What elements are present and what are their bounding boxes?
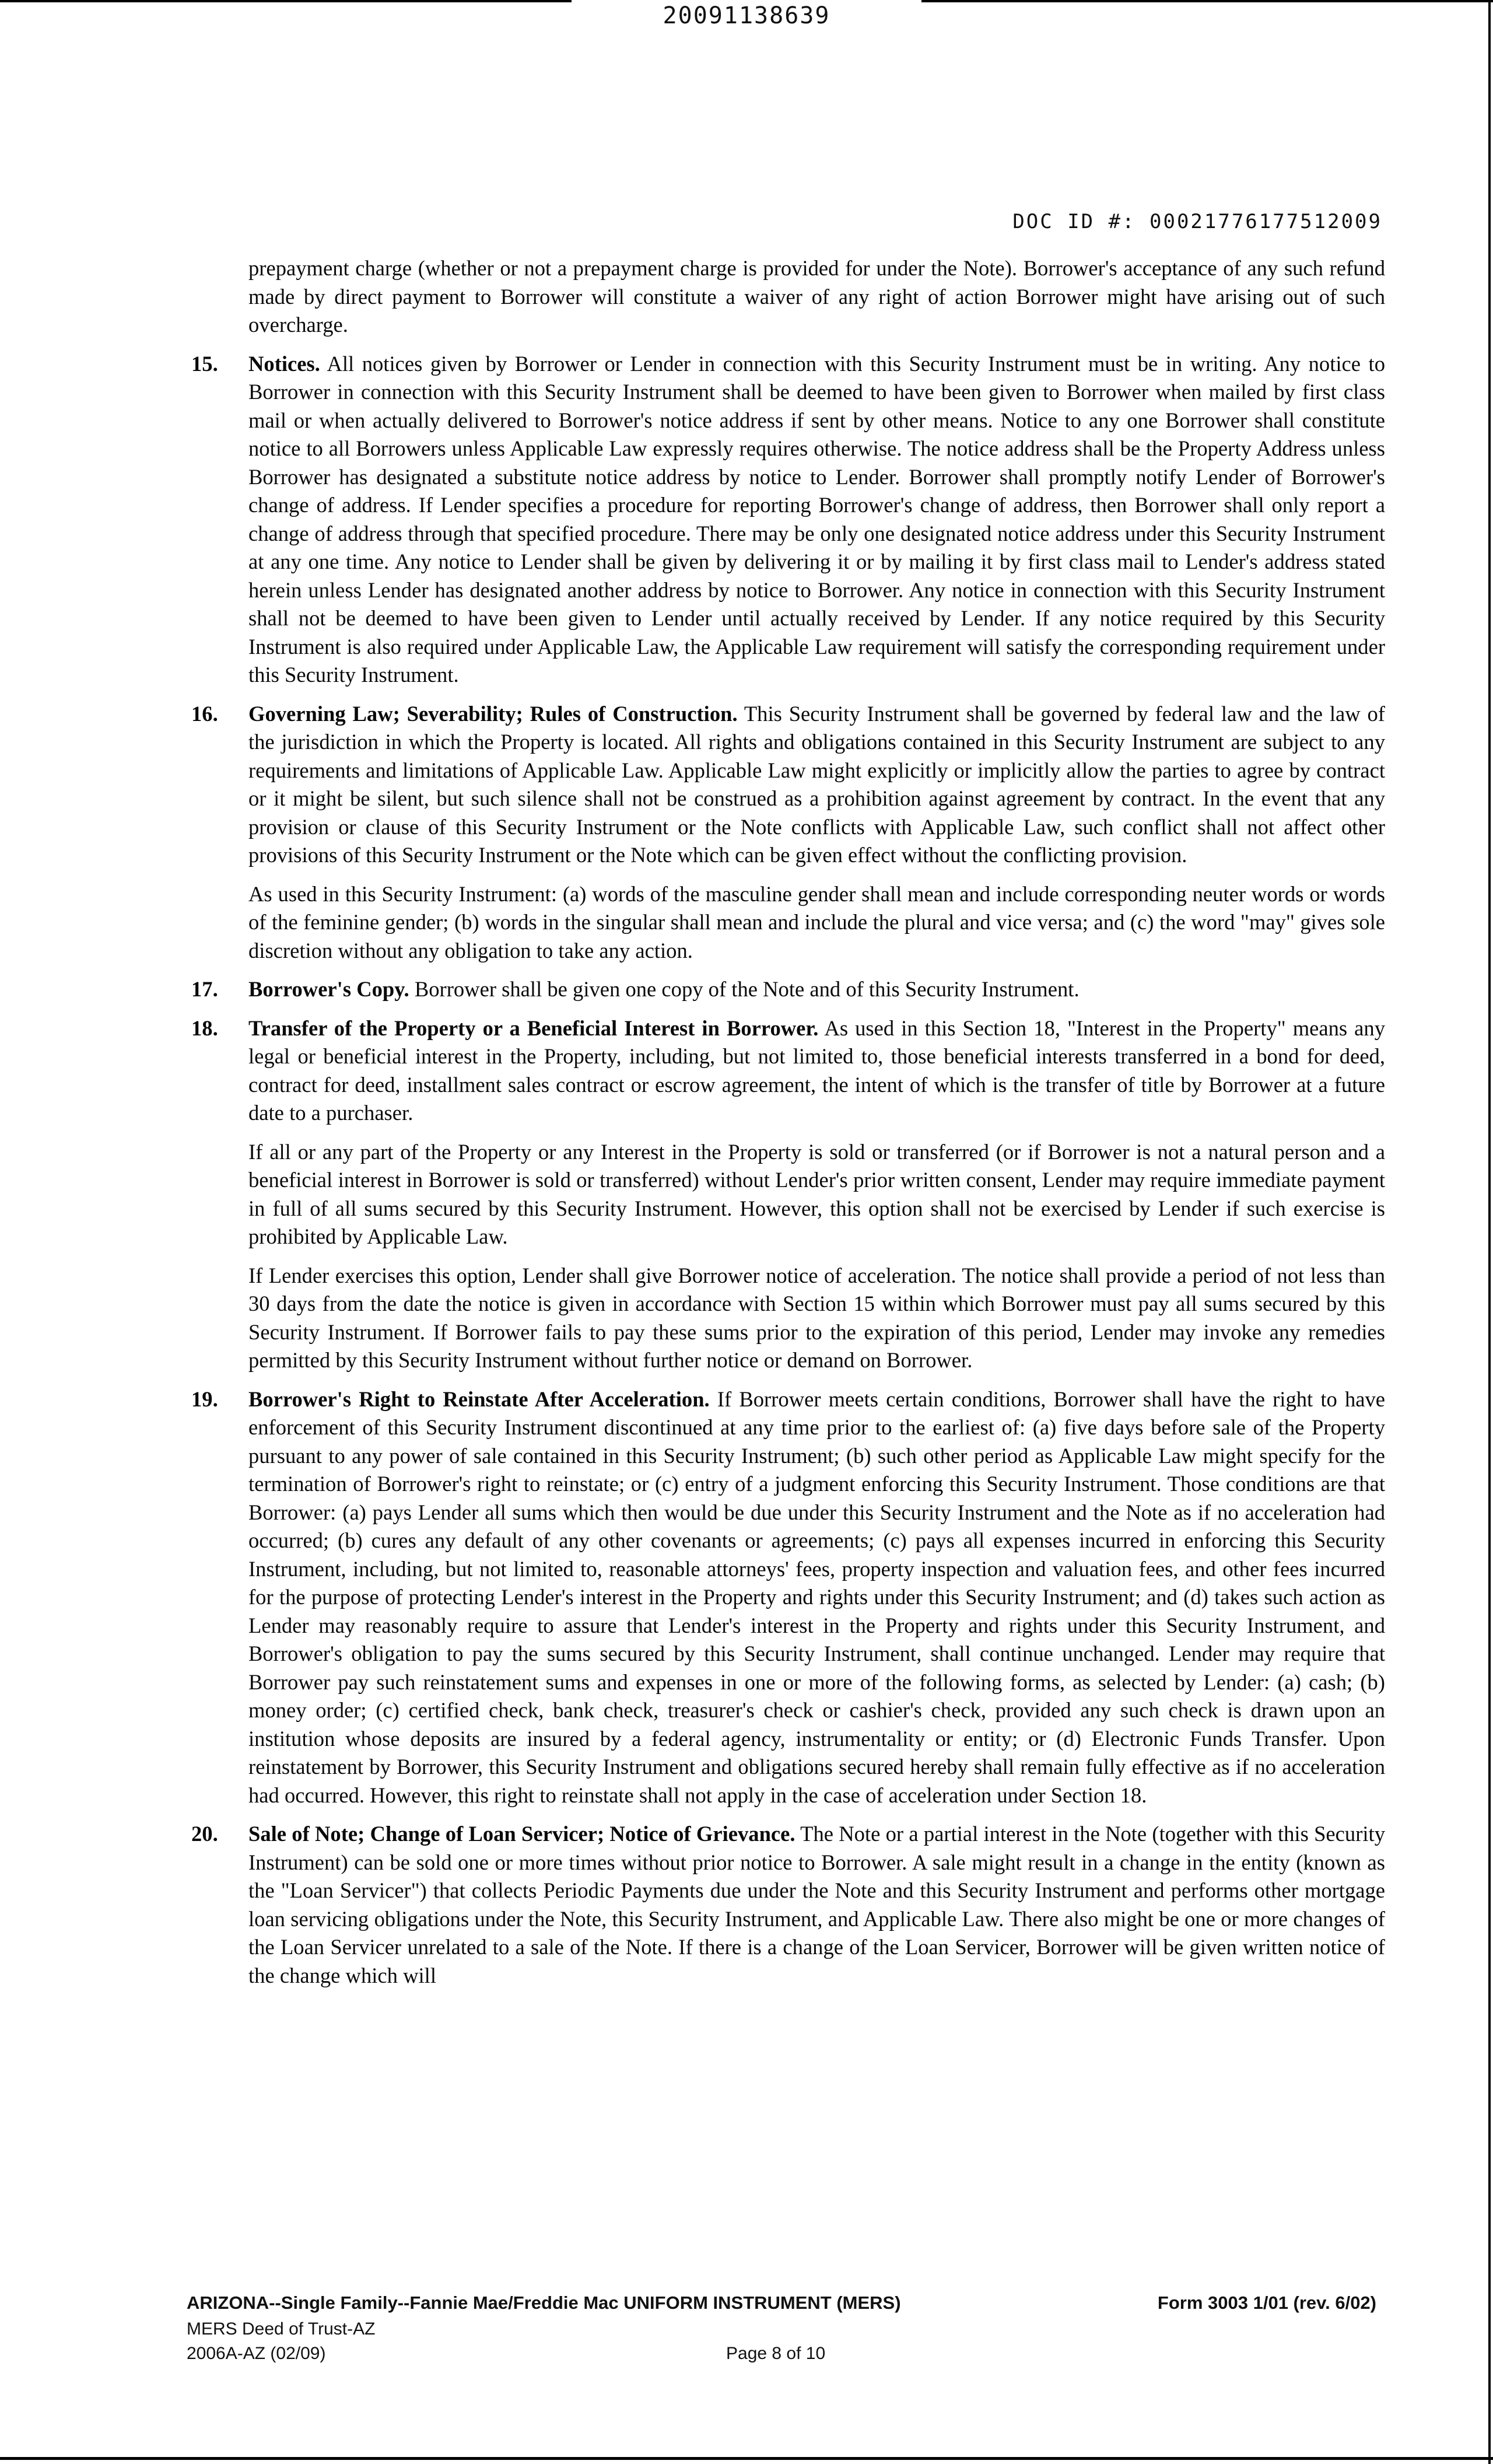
section-16 bbox=[187, 700, 1385, 965]
section-paragraph bbox=[248, 1014, 1385, 1128]
scan-border-right bbox=[1488, 0, 1491, 2464]
section-paragraph bbox=[248, 1385, 1385, 1810]
section-18 bbox=[187, 1014, 1385, 1375]
footer-form-code: 2006A-AZ (02/09) bbox=[187, 2344, 326, 2363]
section-heading: Sale of Note; Change of Loan Servicer; Notice of Grievance. bbox=[248, 1822, 795, 1846]
page-footer bbox=[187, 2292, 1376, 2386]
section-number: 19. bbox=[191, 1387, 218, 1411]
section-paragraph: As used in this Security Instrument: (a) words of the masculine gender shall mean and include corresponding neuter words or words of the feminine gender; (b) words in the singular shall mean and include the plural and vice versa; and (c) the word "may" gives sole discretion without any obligation to take any action. bbox=[248, 881, 1385, 963]
footer-state-line: ARIZONA--Single Family--Fannie Mae/Freddie Mac UNIFORM INSTRUMENT (MERS) bbox=[187, 2292, 901, 2313]
doc-id: DOC ID #: 00021776177512009 bbox=[1012, 210, 1382, 233]
intro-paragraph: prepayment charge (whether or not a prepayment charge is provided for under the Note). Borrower's acceptance of any such refund made by direct payment to Borrower will constitute a waiver of any right of action Borrower might have arising out of such overcharge. bbox=[248, 256, 1385, 337]
footer-form-number: Form 3003 1/01 (rev. 6/02) bbox=[1157, 2292, 1376, 2313]
section-heading: Notices. bbox=[248, 351, 320, 376]
section-heading: Governing Law; Severability; Rules of Construction. bbox=[248, 701, 738, 726]
section-text: All notices given by Borrower or Lender in connection with this Security Instrument must be in writing. Any notice to Borrower in connection with this Security Instrument shall be deemed to have been given to Borrower when mailed by first class mail or when actually delivered to Borrower's notice address if sent by other means. Notice to any one Borrower shall constitute notice to all Borrowers unless Applicable Law expressly requires otherwise. The notice address shall be the Property Address unless Borrower has designated a substitute notice address by notice to Lender. Borrower shall promptly notify Lender of Borrower's change of address. If Lender specifies a procedure for reporting Borrower's change of address, then Borrower shall only report a change of address through that specified procedure. There may be only one designated notice address under this Security Instrument at any one time. Any notice to Lender shall be given by delivering it or by mailing it by first class mail to Lender's address stated herein unless Lender has designated another address by notice to Borrower. Any notice in connection with this Security Instrument shall not be deemed to have been given to Lender until actually received by Lender. If any notice required by this Security Instrument is also required under Applicable Law, the Applicable Law requirement will satisfy the corresponding requirement under this Security Instrument. bbox=[248, 351, 1385, 687]
recording-number: 20091138639 bbox=[663, 2, 830, 29]
footer-deed-type: MERS Deed of Trust-AZ bbox=[187, 2319, 376, 2339]
section-17 bbox=[187, 975, 1385, 1004]
section-heading: Borrower's Copy. bbox=[248, 977, 409, 1001]
section-19 bbox=[187, 1385, 1385, 1810]
section-paragraph bbox=[248, 1820, 1385, 1990]
section-paragraph: If all or any part of the Property or any Interest in the Property is sold or transferred (or if Borrower is not a natural person and a beneficial interest in Borrower is sold or transferred) without Lender's prior written consent, Lender may require immediate payment in full of all sums secured by this Security Instrument. However, this option shall not be exercised by Lender if such exercise is prohibited by Applicable Law. bbox=[248, 1139, 1385, 1248]
section-number: 16. bbox=[191, 701, 218, 726]
document-body bbox=[187, 254, 1385, 2000]
section-heading: Borrower's Right to Reinstate After Acceleration. bbox=[248, 1387, 710, 1411]
section-paragraph bbox=[248, 975, 1385, 1004]
section-number: 15. bbox=[191, 351, 218, 376]
section-paragraph: If Lender exercises this option, Lender shall give Borrower notice of acceleration. The notice shall provide a period of not less than 30 days from the date the notice is given in accordance with Section 15 within which Borrower must pay all sums secured by this Security Instrument. If Borrower fails to pay these sums prior to the expiration of this period, Lender may invoke any remedies permitted by this Security Instrument without further notice or demand on Borrower. bbox=[248, 1263, 1385, 1372]
section-text: This Security Instrument shall be governed by federal law and the law of the jurisdiction in which the Property is located. All rights and obligations contained in this Security Instrument are subject to any requirements and limitations of Applicable Law. Applicable Law might explicitly or implicitly allow the parties to agree by contract or it might be silent, but such silence shall not be construed as a prohibition against agreement by contract. In the event that any provision or clause of this Security Instrument or the Note conflicts with Applicable Law, such conflict shall not affect other provisions of this Security Instrument or the Note which can be given effect without the conflicting provision. bbox=[248, 701, 1385, 867]
section-heading: Transfer of the Property or a Beneficial Interest in Borrower. bbox=[248, 1016, 819, 1040]
section-text: If Borrower meets certain conditions, Borrower shall have the right to have enforcement of this Security Instrument discontinued at any time prior to the earliest of: (a) five days before sale of the Property pursuant to any power of sale contained in this Security Instrument; (b) such other period as Applicable Law might specify for the termination of Borrower's right to reinstate; or (c) entry of a judgment enforcing this Security Instrument. Those conditions are that Borrower: (a) pays Lender all sums which then would be due under this Security Instrument and the Note as if no acceleration had occurred; (b) cures any default of any other covenants or agreements; (c) pays all expenses incurred in enforcing this Security Instrument, including, but not limited to, reasonable attorneys' fees, property inspection and valuation fees, and other fees incurred for the purpose of protecting Lender's interest in the Property and rights under this Security Instrument; and (d) takes such action as Lender may reasonably require to assure that Lender's interest in the Property and rights under this Security Instrument, and Borrower's obligation to pay the sums secured by this Security Instrument, shall continue unchanged. Lender may require that Borrower pay such reinstatement sums and expenses in one or more of the following forms, as selected by Lender: (a) cash; (b) money order; (c) certified check, bank check, treasurer's check or cashier's check, provided any such check is drawn upon an institution whose deposits are insured by a federal agency, instrumentality or entity; or (d) Electronic Funds Transfer. Upon reinstatement by Borrower, this Security Instrument and obligations secured hereby shall remain fully effective as if no acceleration had occurred. However, this right to reinstate shall not apply in the case of acceleration under Section 18. bbox=[248, 1387, 1385, 1807]
section-paragraph bbox=[248, 700, 1385, 870]
section-20 bbox=[187, 1820, 1385, 1990]
section-number: 18. bbox=[191, 1016, 218, 1040]
footer-page-number: Page 8 of 10 bbox=[726, 2344, 826, 2363]
scan-border-bottom bbox=[0, 2457, 1493, 2460]
section-number: 17. bbox=[191, 977, 218, 1001]
section-number: 20. bbox=[191, 1822, 218, 1846]
section-15 bbox=[187, 350, 1385, 690]
section-text: Borrower shall be given one copy of the Note and of this Security Instrument. bbox=[414, 977, 1080, 1001]
section-text: As used in this Section 18, "Interest in the Property" means any legal or beneficial interest in the Property, including, but not limited to, those beneficial interests transferred in a bond for deed, contract for deed, installment sales contract or escrow agreement, the intent of which is the transfer of title by Borrower at a future date to a purchaser. bbox=[248, 1016, 1385, 1125]
section-text: The Note or a partial interest in the Note (together with this Security Instrument) can be sold one or more times without prior notice to Borrower. A sale might result in a change in the entity (known as the "Loan Servicer") that collects Periodic Payments due under the Note and this Security Instrument and performs other mortgage loan servicing obligations under the Note, this Security Instrument, and Applicable Law. There also might be one or more changes of the Loan Servicer unrelated to a sale of the Note. If there is a change of the Loan Servicer, Borrower will be given written notice of the change which will bbox=[248, 1822, 1385, 1987]
section-paragraph bbox=[248, 350, 1385, 690]
